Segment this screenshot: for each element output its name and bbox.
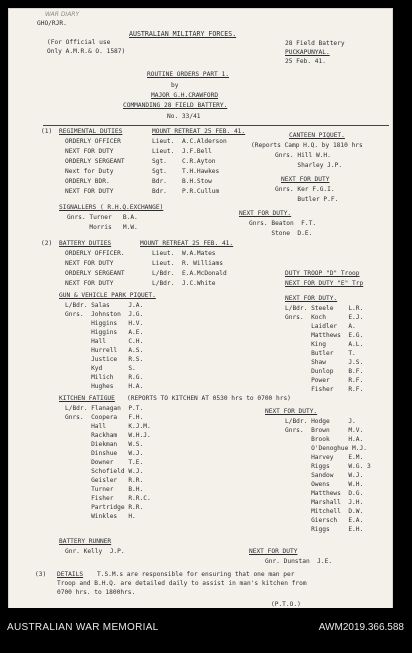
list-item: Fisher R.R.C. <box>65 495 151 502</box>
list-item: Dunlop B.F. <box>285 368 364 375</box>
duty-name: T.H.Hawkes <box>182 168 220 175</box>
duty-title: NEXT FOR DUTY <box>65 188 114 195</box>
list-item: Turner B.H. <box>65 486 144 493</box>
duty-title: ORDERLY SERGEANT <box>65 270 125 277</box>
signallers-next-name: Stone D.E. <box>249 230 313 237</box>
signaller-name: Gnrs. Turner B.A. <box>67 214 138 221</box>
list-item: Power R.F. <box>285 377 364 384</box>
kitchen-next-heading: NEXT FOR DUTY. <box>265 408 318 415</box>
battery-mount-heading: MOUNT RETREAT 25 FEB. 41. <box>140 240 234 247</box>
list-item: Mitchell D.W. <box>285 508 364 515</box>
list-item: Giersch E.A. <box>285 517 364 524</box>
list-item: L/Bdr. Steele L.R. <box>285 305 364 312</box>
section-1-number: (1) <box>41 128 53 135</box>
order-number: No. 33/41 <box>167 113 201 120</box>
details-text-line: Troop and B.H.Q. are detailed daily to assist in man's kitchen from <box>57 580 307 587</box>
duty-name: E.A.McDonald <box>182 270 227 277</box>
by-line: by <box>171 82 179 89</box>
list-item: Matthews D.G. <box>285 490 364 497</box>
duty-rank: Sgt. <box>152 168 167 175</box>
list-item: Gnrs. Johnston J.G. <box>65 311 144 318</box>
duty-rank: Bdr. <box>152 178 167 185</box>
battery-duties-heading: BATTERY DUTIES <box>59 240 112 247</box>
reference-code: GHO/RJR. <box>37 20 67 27</box>
pto-note: (P.T.O.) <box>271 601 301 608</box>
duty-title: ORDERLY BDR. <box>65 178 110 185</box>
duty-rank: L/Bdr. <box>152 280 175 287</box>
list-item: Harvey E.M. <box>285 454 364 461</box>
list-item: Hughes H.A. <box>65 383 144 390</box>
archive-reference: AWM2019.366.588 <box>318 622 404 633</box>
duty-title: NEXT FOR DUTY <box>65 260 114 267</box>
official-use-line-1: (For Official use <box>47 39 111 46</box>
list-item: Fisher R.F. <box>285 386 364 393</box>
list-item: Kyd S. <box>65 365 136 372</box>
list-item: Diekman W.S. <box>65 441 144 448</box>
list-item: Matthews E.G. <box>285 332 364 339</box>
unit-name: 28 Field Battery <box>285 40 345 47</box>
canteen-name: Gnrs. Hill W.H. <box>275 152 331 159</box>
gun-park-next-heading: NEXT FOR DUTY. <box>285 295 338 302</box>
duty-title: ORDERLY SERGEANT <box>65 158 125 165</box>
battery-runner-heading: BATTERY RUNNER <box>59 538 112 545</box>
details-heading: DETAILS <box>57 571 84 578</box>
list-item: Milich R.G. <box>65 374 144 381</box>
runner-next-name: Gnr. Dunstan J.E. <box>265 558 333 565</box>
list-item: Downer T.E. <box>65 459 144 466</box>
list-item: Schofield W.J. <box>65 468 144 475</box>
list-item: Higgins A.E. <box>65 329 144 336</box>
list-item: Winkles H. <box>65 513 136 520</box>
gun-park-piquet-heading: GUN & VEHICLE PARK PIQUET. <box>59 292 156 299</box>
document-page <box>8 8 393 610</box>
duty-name: B.H.Stow <box>182 178 212 185</box>
signaller-name: Morris M.W. <box>67 224 138 231</box>
list-item: Hall C.H. <box>65 338 144 345</box>
duty-rank: Lieut. <box>152 250 175 257</box>
canteen-next-name: Gnrs. Ker F.G.I. <box>275 186 335 193</box>
canteen-piquet-heading: CANTEEN PIQUET. <box>289 132 345 139</box>
list-item: Hall K.J.M. <box>65 423 151 430</box>
duty-name: W.A.Mates <box>182 250 216 257</box>
orders-title: ROUTINE ORDERS PART 1. <box>147 71 229 78</box>
list-item: L/Bdr. Hodge J. <box>285 418 356 425</box>
duty-rank: Lieut. <box>152 148 175 155</box>
list-item: Butler T. <box>285 350 356 357</box>
list-item: Sandow W.J. <box>285 472 364 479</box>
list-item: Hurrell A.S. <box>65 347 144 354</box>
signallers-heading: SIGNALLERS ( R.H.Q.EXCHANGE) <box>59 204 164 211</box>
list-item: L/Bdr. Flanagan P.T. <box>65 405 144 412</box>
list-item: Higgins H.V. <box>65 320 144 327</box>
canteen-name: Sharley J.P. <box>275 162 343 169</box>
commander-name: MAJOR G.H.CRAWFORD <box>151 92 219 99</box>
pencil-annotation: WAR DIARY <box>45 11 80 18</box>
duty-title: ORDERLY OFFICER. <box>65 250 125 257</box>
signallers-next-name: Gnrs. Beaton F.T. <box>249 220 317 227</box>
command-line: COMMANDING 28 FIELD BATTERY. <box>123 102 228 109</box>
kitchen-fatigue-note: (REPORTS TO KITCHEN AT 0530 hrs to 0700 hrs) <box>127 395 291 402</box>
unit-location: PUCKAPUNYAL. <box>285 49 330 56</box>
list-item: Owens W.H. <box>285 481 364 488</box>
duty-title: NEXT FOR DUTY <box>65 148 114 155</box>
kitchen-fatigue-heading: KITCHEN FATIGUE <box>59 395 115 402</box>
official-use-line-2: Only A.M.R.& O. 1587) <box>47 48 126 55</box>
list-item: Shaw J.S. <box>285 359 364 366</box>
list-item: L/Bdr. Salas J.A. <box>65 302 144 309</box>
duty-name: A.C.Alderson <box>182 138 227 145</box>
section-3-number: (3) <box>35 571 47 578</box>
duty-rank: Sgt. <box>152 158 167 165</box>
list-item: Gnrs. Koch E.J. <box>285 314 364 321</box>
next-duty-troop-e: NEXT FOR DUTY "E" Trp <box>285 280 364 287</box>
list-item: Geisler R.R. <box>65 477 144 484</box>
list-item: O'Denoghue M.J. <box>285 445 367 452</box>
duty-rank: Bdr. <box>152 188 167 195</box>
list-item: Justice R.S. <box>65 356 144 363</box>
organisation-title: AUSTRALIAN MILITARY FORCES. <box>129 30 237 38</box>
details-text-line: T.S.M.s are responsible for ensuring that one man per <box>97 571 295 578</box>
runner-next-heading: NEXT FOR DUTY <box>249 548 298 555</box>
list-item: Marshall J.H. <box>285 499 364 506</box>
duty-rank: Lieut. <box>152 260 175 267</box>
duty-name: P.R.Cullum <box>182 188 220 195</box>
section-2-number: (2) <box>41 240 53 247</box>
list-item: Rackham W.H.J. <box>65 432 151 439</box>
list-item: Laidler A. <box>285 323 356 330</box>
list-item: Partridge R.R. <box>65 504 144 511</box>
duty-name: C.R.Ayton <box>182 158 216 165</box>
list-item: Riggs E.H. <box>285 526 364 533</box>
archive-footer <box>0 608 412 653</box>
duty-title: ORDERLY OFFICER <box>65 138 121 145</box>
section-divider <box>43 125 389 126</box>
list-item: King A.L. <box>285 341 364 348</box>
canteen-next-name: Butler P.F. <box>275 196 339 203</box>
duty-troop-d: DUTY TROOP "D" Troop <box>285 270 360 277</box>
duty-rank: Lieut. <box>152 138 175 145</box>
duty-title: Next for Duty <box>65 168 114 175</box>
duty-rank: L/Bdr. <box>152 270 175 277</box>
duty-title: NEXT FOR DUTY <box>65 280 114 287</box>
regimental-duties-heading: REGIMENTAL DUTIES <box>59 128 123 135</box>
list-item: Gnrs. Brown M.V. <box>285 427 364 434</box>
archive-name: AUSTRALIAN WAR MEMORIAL <box>7 622 159 633</box>
list-item: Brook H.A. <box>285 436 364 443</box>
list-item: Dinshue W.J. <box>65 450 144 457</box>
signallers-next-heading: NEXT FOR DUTY. <box>239 210 292 217</box>
duty-name: J.F.Bell <box>182 148 212 155</box>
details-text-line: 0700 hrs. to 1800hrs. <box>57 589 136 596</box>
canteen-next-heading: NEXT FOR DUTY <box>281 176 330 183</box>
duty-name: J.C.White <box>182 280 216 287</box>
regimental-mount-heading: MOUNT RETREAT 25 FEB. 41. <box>152 128 246 135</box>
canteen-note: (Reports Camp H.Q. by 1810 hrs <box>251 142 363 149</box>
duty-name: R. Williams <box>182 260 223 267</box>
document-date: 25 Feb. 41. <box>285 58 326 65</box>
list-item: Riggs W.G. 3 <box>285 463 371 470</box>
list-item: Gnrs. Coopera F.H. <box>65 414 144 421</box>
battery-runner-name: Gnr. Kelly J.P. <box>65 548 125 555</box>
